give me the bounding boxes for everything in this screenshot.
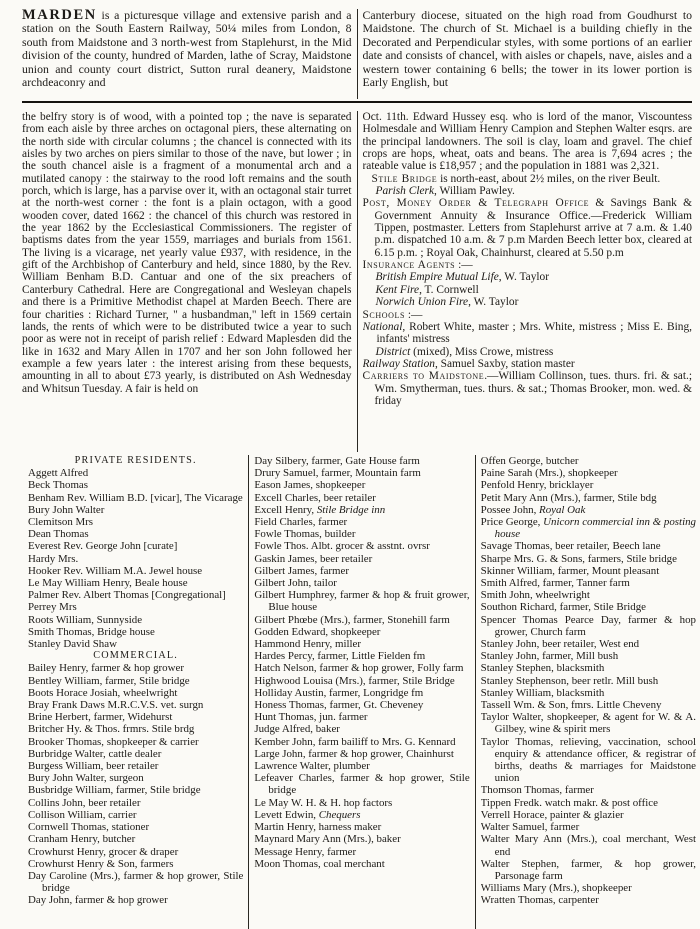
directory-entry: Perrey Mrs: [28, 601, 77, 614]
private-residents-list: [28, 467, 243, 650]
commercial-list: [28, 662, 243, 906]
directory-entry: Bentley William, farmer, Stile bridge: [28, 674, 190, 687]
body-paragraph-left: the belfry story is of wood, with a pointed top ; the nave is separated from each aisle by three arches on octagonal piers, these alternating on the north side with circular columns ; the chancel is connected with its aisles by two arches on piers similar to those of the nave, but lower ; in the south chancel aisle is a fragment of a monumental arch and a mutilated canopy : the stairway to the rood loft remains and the south porch, which is large, has a parvise over it, with an octagonal stair turret at the north-west corner : the font is a plain octagon, with a good wooden cover, dated 1662 : the chancel of this church was restored in the year 1862 by the Ecclesiastical Commissioners. The register of baptisms dates from the year 1559, marriages and burials from 1561. The living is a vicarage, net yearly value £937, with residence, in the gift of the Archbishop of Canterbury and held, since 1880, by the Rev. William Benham B.D. Cantuar and one of the six preachers of Canterbury Cathedral. Here are Congregational and Wesleyan chapels and there is a Primitive Methodist chapel at Marden Beech. There are four charities : Richard Turner, " a husbandman," left in 1569 certain lands, the rents of which were to be distributed twice a year to such poor as were not in receipt of parish relief : Edward Maplesden did the like in 1632 and Mary Allen in 1707 and her son John followed her example a few years later : the interest arising from these bequests, amounting in all to about £73 yearly, is distributed on Ash Wednesday and Whitsun Tuesday. A fair is held on: [22, 111, 352, 395]
directory-entry: Walter Mary Ann (Mrs.), coal merchant, West end: [480, 833, 696, 858]
directory-entry: Penfold Henry, bricklayer: [480, 479, 594, 492]
directory-entry: Southon Richard, farmer, Stile Bridge: [480, 601, 646, 614]
body-paragraph: Schools :—: [362, 308, 423, 321]
directory-entry: Taylor Walter, shopkeeper, & agent for W. & A. Gilbey, wine & spirit mers: [480, 711, 696, 736]
directory-entry: Taylor Thomas, relieving, vaccination, school enquiry & attendance officer, & registrar of births, deaths & marriages for Maidstone union: [480, 735, 696, 785]
directory-entry: Verrell Horace, painter & glazier: [480, 808, 624, 821]
directory-entry: Busbridge William, farmer, Stile bridge: [28, 784, 201, 797]
directory-entry: Day John, farmer & hop grower: [28, 894, 168, 907]
section-rule: [22, 101, 692, 103]
directory-entry: Message Henry, farmer: [254, 845, 357, 858]
directory-entry: Brooker Thomas, shopkeeper & carrier: [28, 735, 199, 748]
directory-entry: Le May William Henry, Beale house: [28, 577, 188, 590]
directory-entry: Tassell Wm. & Son, fmrs. Little Cheveny: [480, 699, 662, 712]
directory-entry: Kember John, farm bailiff to Mrs. G. Kennard: [254, 735, 456, 748]
directory-entry: Cranham Henry, butcher: [28, 833, 136, 846]
directory-entry: Honess Thomas, farmer, Gt. Cheveney: [254, 699, 424, 712]
body-paragraph: British Empire Mutual Life, W. Taylor: [375, 271, 550, 284]
directory-section: [0, 452, 700, 929]
directory-divider-2: [475, 455, 476, 929]
directory-entry: Gilbert Phœbe (Mrs.), farmer, Stonehill farm: [254, 613, 450, 626]
body-paragraph: Insurance Agents :—: [362, 259, 473, 272]
directory-entry: Smith John, wheelwright: [480, 589, 590, 602]
body-paragraph: Oct. 11th. Edward Hussey esq. who is lord of the manor, Viscountess Holmesdale and William Henry Campion and Stephen Walter esqrs. are the principal landowners. The soil is clay, loam and gravel. The chief crops are hops, wheat, oats and beans. The area is 7,694 acres ; the rateable value is £18,957 ; and the population in 1881 was 2,321.: [362, 111, 692, 173]
body-paragraph: Kent Fire, T. Cornwell: [375, 283, 479, 296]
directory-entry: Gilbert Humphrey, farmer & hop & fruit grower, Blue house: [254, 589, 470, 614]
directory-entry: Stanley William, blacksmith: [480, 686, 605, 699]
directory-entry: Lefeaver Charles, farmer & hop grower, Stile bridge: [254, 772, 470, 797]
directory-entry: Aggett Alfred: [28, 467, 89, 480]
directory-entry: Williams Mary (Mrs.), shopkeeper: [480, 882, 632, 895]
directory-entry: Walter Stephen, farmer, & hop grower, Parsonage farm: [480, 857, 696, 882]
directory-column-3: [481, 455, 696, 929]
directory-entry: Gaskin James, beer retailer: [254, 552, 373, 565]
directory-entry: Benham Rev. William B.D. [vicar], The Vicarage: [28, 491, 243, 504]
directory-entry: Wratten Thomas, carpenter: [480, 894, 599, 907]
intro-paragraph-left: [22, 9, 352, 89]
directory-entry: Boots Horace Josiah, wheelwright: [28, 686, 178, 699]
directory-entry: Crowhurst Henry & Son, farmers: [28, 857, 174, 870]
intro-column-divider: [357, 9, 358, 99]
directory-entry: Fowle Thos. Albt. grocer & asstnt. ovrsr: [254, 540, 430, 553]
intro-section: [0, 0, 700, 99]
directory-entry: Stanley Stephenson, beer retlr. Mill bush: [480, 674, 659, 687]
directory-entry: Bury John Walter, surgeon: [28, 772, 144, 785]
private-residents-header: PRIVATE RESIDENTS.: [74, 455, 197, 466]
directory-entry: Tippen Fredk. watch makr. & post office: [480, 796, 658, 809]
directory-entry: Large John, farmer & hop grower, Chainhurst: [254, 747, 454, 760]
directory-entry: Bray Frank Daws M.R.C.V.S. vet. surgn: [28, 699, 204, 712]
directory-entry: Burbridge Walter, cattle dealer: [28, 747, 162, 760]
body-column-divider: [357, 111, 358, 452]
directory-entry: Stanley John, beer retailer, West end: [480, 638, 640, 651]
directory-entry: Hatch Nelson, farmer & hop grower, Folly farm: [254, 662, 464, 675]
directory-entry: Savage Thomas, beer retailer, Beech lane: [480, 540, 661, 553]
intro-text-left: is a picturesque village and extensive parish and a station on the South Eastern Railway, 50¼ miles from London, 8 south from Maidstone and 3 north-west from Staplehurst, in the Mid division of the county, hundred of Marden, lathe of Scray, Maidstone union and county court district, Sutton rural deanery, Maidstone archdeaconry and: [22, 9, 352, 90]
commercial-header: COMMERCIAL.: [93, 650, 179, 662]
directory-entry: Excell Henry, Stile Bridge inn: [254, 503, 386, 516]
directory-entry: Bailey Henry, farmer & hop grower: [28, 662, 184, 675]
directory-entry: Petit Mary Ann (Mrs.), farmer, Stile bdg: [480, 491, 657, 504]
directory-entry: Field Charles, farmer: [254, 516, 348, 529]
directory-entry: Skinner William, farmer, Mount pleasant: [480, 564, 660, 577]
directory-entry: Excell Charles, beer retailer: [254, 491, 376, 504]
directory-entry: Gilbert John, tailor: [254, 577, 337, 590]
directory-entry: Cornwell Thomas, stationer: [28, 821, 150, 834]
body-paragraph: Norwich Union Fire, W. Taylor: [375, 296, 519, 309]
directory-entry: Offen George, butcher: [480, 455, 579, 467]
directory-entry: Stanley Stephen, blacksmith: [480, 662, 605, 675]
directory-entry: Lawrence Walter, plumber: [254, 760, 370, 773]
body-right-column: [363, 111, 693, 452]
directory-entry: Stanley David Shaw: [28, 638, 117, 651]
directory-entry: Fowle Thomas, builder: [254, 528, 356, 541]
directory-entry: Brine Herbert, farmer, Widehurst: [28, 711, 173, 724]
directory-entry: Hammond Henry, miller: [254, 638, 361, 651]
intro-right-column: [363, 9, 693, 99]
directory-entry: Crowhurst Henry, grocer & draper: [28, 845, 179, 858]
directory-entry: Clemitson Mrs: [28, 516, 94, 529]
directory-entry: Hunt Thomas, jun. farmer: [254, 711, 368, 724]
directory-column-2: [254, 455, 469, 929]
body-paragraph: National, Robert White, master ; Mrs. White, mistress ; Miss E. Bing, infants' mistress: [362, 320, 692, 346]
directory-entry: Sharpe Mrs. G. & Sons, farmers, Stile bridge: [480, 552, 677, 565]
body-left-column: [22, 111, 352, 452]
directory-entry: Everest Rev. George John [curate]: [28, 540, 178, 553]
directory-entry: Gilbert James, farmer: [254, 564, 349, 577]
body-paragraph: Carriers to Maidstone.—William Collinson, tues. thurs. fri. & sat.; Wm. Smytherman, tues. thurs. & sat.; Thomas Brooker, mon. wed. & friday: [362, 370, 692, 407]
directory-entry: Smith Thomas, Bridge house: [28, 625, 155, 638]
body-paragraph: District (mixed), Miss Crowe, mistress: [375, 345, 554, 358]
directory-entry: Eason James, shopkeeper: [254, 479, 366, 492]
directory-entry: Bury John Walter: [28, 503, 105, 516]
place-name: MARDEN: [22, 9, 97, 23]
directory-entry: Britcher Hy. & Thos. frmrs. Stile brdg: [28, 723, 195, 736]
directory-entry: Paine Sarah (Mrs.), shopkeeper: [480, 467, 618, 480]
body-paragraph: Post, Money Order & Telegraph Office & Savings Bank & Government Annuity & Insurance Office.—Frederick William Tippen, postmaster. Letters from Staplehurst arrive at 7 a.m. & 1.40 p.m. dispatched 10 a.m. & 7 p.m Marden Beech letter box, cleared at 6.15 p.m. ; Royal Oak, Chainhurst, cleared at 5.50 p.m: [362, 197, 692, 259]
body-paragraph: Railway Station, Samuel Saxby, station master: [362, 357, 575, 370]
directory-entry: Possee John, Royal Oak: [480, 503, 586, 516]
directory-column-1: [22, 455, 243, 929]
intro-paragraph-right: Canterbury diocese, situated on the high road from Goudhurst to Maidstone. The church of St. Michael is a building chiefly in the Decorated and Perpendicular styles, with some portions of an earlier date and consists of chancel, with aisles or chapels, nave, aisles and a western tower containing 6 bells; the tower in its lower portion is Early English, but: [362, 9, 692, 90]
directory-entry: Hardes Percy, farmer, Little Fielden fm: [254, 650, 426, 663]
directory-entry: Smith Alfred, farmer, Tanner farm: [480, 577, 630, 590]
body-paragraph: Stile Bridge is north-east, about 2½ miles, on the river Beult.: [371, 172, 661, 185]
directory-entry: Drury Samuel, farmer, Mountain farm: [254, 467, 421, 480]
directory-entry: Le May W. H. & H. hop factors: [254, 796, 393, 809]
directory-entry: Day Caroline (Mrs.), farmer & hop grower, Stile bridge: [28, 869, 244, 895]
body-section: [0, 106, 700, 452]
intro-left-column: [22, 9, 352, 99]
directory-entry: Dean Thomas: [28, 528, 89, 541]
directory-entry: Roots William, Sunnyside: [28, 613, 143, 626]
directory-entry: Price George, Unicorn commercial inn & posting house: [480, 516, 696, 541]
directory-entry: Moon Thomas, coal merchant: [254, 857, 385, 870]
directory-entry: Levett Edwin, Chequers: [254, 808, 361, 821]
directory-entry: Collins John, beer retailer: [28, 796, 141, 809]
directory-entry: Martin Henry, harness maker: [254, 821, 382, 834]
directory-entry: Stanley John, farmer, Mill bush: [480, 650, 619, 663]
directory-entry: Thomson Thomas, farmer: [480, 784, 594, 797]
directory-entry: Beck Thomas: [28, 479, 88, 492]
directory-divider-1: [248, 455, 249, 929]
directory-entry: Hardy Mrs.: [28, 552, 79, 565]
directory-entry: Walter Samuel, farmer: [480, 821, 580, 834]
directory-entry: Day Silbery, farmer, Gate House farm: [254, 455, 420, 467]
directory-entry: Maynard Mary Ann (Mrs.), baker: [254, 833, 401, 846]
directory-entry: Highwood Louisa (Mrs.), farmer, Stile Bridge: [254, 674, 455, 687]
directory-entry: Judge Alfred, baker: [254, 723, 340, 736]
body-paragraph: Parish Clerk, William Pawley.: [375, 185, 515, 198]
directory-entry: Holliday Austin, farmer, Longridge fm: [254, 686, 424, 699]
directory-entry: Collison William, carrier: [28, 808, 137, 821]
directory-entry: Burgess William, beer retailer: [28, 760, 159, 773]
directory-entry: Godden Edward, shopkeeper: [254, 625, 381, 638]
directory-entry: Hooker Rev. William M.A. Jewel house: [28, 564, 203, 577]
directory-entry: Palmer Rev. Albert Thomas [Congregational]: [28, 589, 226, 602]
directory-entry: Spencer Thomas Pearce Day, farmer & hop grower, Church farm: [480, 613, 696, 638]
